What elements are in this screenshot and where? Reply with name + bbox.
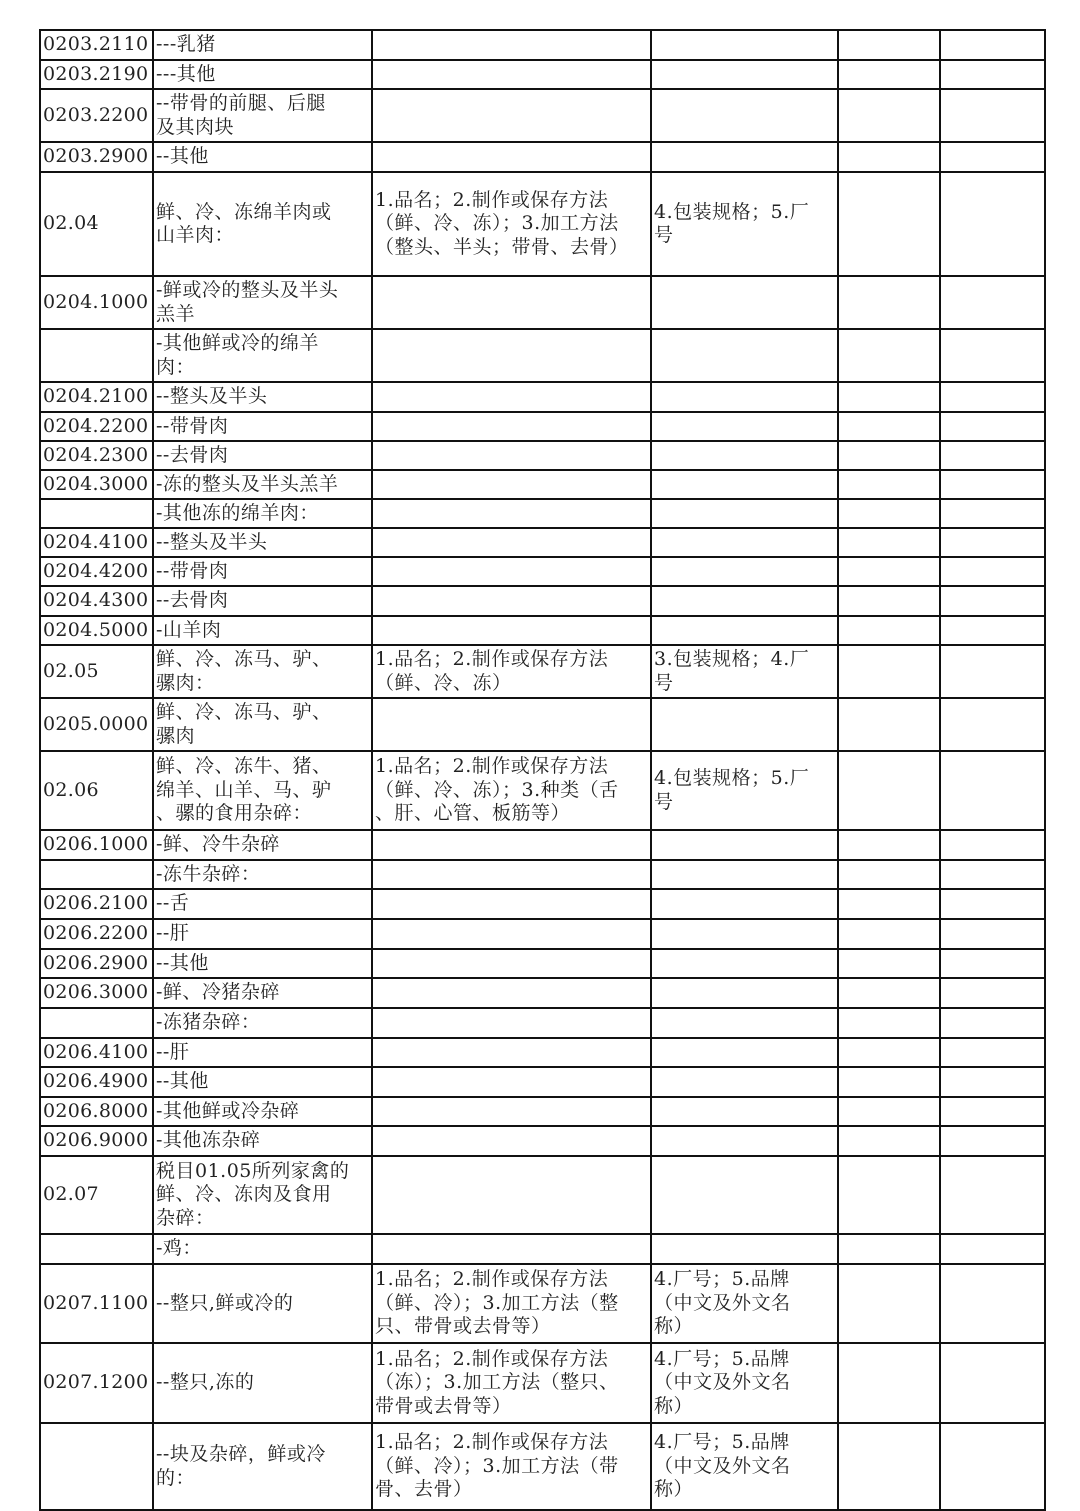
blank-cell (838, 860, 940, 889)
blank-cell (940, 1234, 1045, 1264)
description-cell: --块及杂碎，鲜或冷 的： (153, 1423, 372, 1510)
description-cell: ---乳猪 (153, 30, 372, 60)
declaration-elements-cell: 1.品名；2.制作或保存方法 （鲜、冷、冻）；3.加工方法 （整头、半头；带骨、去骨） (372, 172, 651, 276)
additional-elements-cell (651, 586, 838, 616)
hs-code-cell: 0203.2200 (40, 89, 153, 142)
additional-elements-cell (651, 412, 838, 441)
hs-code-cell (40, 499, 153, 528)
blank-cell (838, 1343, 940, 1423)
blank-cell (838, 528, 940, 557)
description-cell: -其他冻杂碎 (153, 1126, 372, 1156)
additional-elements-cell (651, 860, 838, 889)
hs-code-cell (40, 329, 153, 382)
declaration-elements-cell (372, 412, 651, 441)
declaration-elements-cell: 1.品名；2.制作或保存方法 （鲜、冷、冻） (372, 645, 651, 698)
additional-elements-cell: 4.厂号；5.品牌 （中文及外文名 称） (651, 1423, 838, 1510)
additional-elements-cell (651, 1156, 838, 1234)
declaration-elements-cell (372, 441, 651, 470)
blank-cell (940, 860, 1045, 889)
blank-cell (940, 470, 1045, 499)
blank-cell (940, 142, 1045, 172)
additional-elements-cell: 4.厂号；5.品牌 （中文及外文名 称） (651, 1343, 838, 1423)
blank-cell (838, 30, 940, 60)
additional-elements-cell: 4.包装规格；5.厂 号 (651, 751, 838, 830)
blank-cell (940, 382, 1045, 412)
additional-elements-cell (651, 1067, 838, 1097)
declaration-elements-cell (372, 557, 651, 586)
table-row (40, 1264, 1045, 1343)
description-cell: -鸡： (153, 1234, 372, 1264)
blank-cell (838, 830, 940, 860)
blank-cell (838, 1067, 940, 1097)
additional-elements-cell (651, 441, 838, 470)
hs-code-cell: 0205.0000 (40, 698, 153, 751)
additional-elements-cell (651, 1038, 838, 1067)
description-cell: 税目01.05所列家禽的 鲜、冷、冻肉及食用 杂碎： (153, 1156, 372, 1234)
declaration-elements-cell (372, 329, 651, 382)
blank-cell (838, 412, 940, 441)
declaration-elements-cell (372, 1067, 651, 1097)
additional-elements-cell: 3.包装规格；4.厂 号 (651, 645, 838, 698)
table-row (40, 586, 1045, 616)
table-row (40, 1067, 1045, 1097)
hs-code-cell: 02.07 (40, 1156, 153, 1234)
blank-cell (940, 276, 1045, 329)
blank-cell (940, 499, 1045, 528)
table-row (40, 329, 1045, 382)
table-row (40, 382, 1045, 412)
additional-elements-cell (651, 528, 838, 557)
blank-cell (838, 949, 940, 978)
table-row (40, 1008, 1045, 1038)
description-cell: --带骨肉 (153, 412, 372, 441)
additional-elements-cell (651, 30, 838, 60)
declaration-elements-cell (372, 30, 651, 60)
additional-elements-cell: 4.包装规格；5.厂 号 (651, 172, 838, 276)
additional-elements-cell (651, 557, 838, 586)
hs-code-cell: 0206.2900 (40, 949, 153, 978)
description-cell: 鲜、冷、冻马、驴、 骡肉 (153, 698, 372, 751)
table-row (40, 557, 1045, 586)
hs-code-cell (40, 1008, 153, 1038)
hs-code-cell: 0204.4200 (40, 557, 153, 586)
blank-cell (940, 1156, 1045, 1234)
description-cell: --去骨肉 (153, 441, 372, 470)
description-cell: 鲜、冷、冻绵羊肉或 山羊肉： (153, 172, 372, 276)
additional-elements-cell (651, 276, 838, 329)
blank-cell (838, 645, 940, 698)
blank-cell (838, 382, 940, 412)
table-row (40, 528, 1045, 557)
description-cell: --其他 (153, 142, 372, 172)
blank-cell (940, 1067, 1045, 1097)
declaration-elements-cell: 1.品名；2.制作或保存方法 （鲜、冷）；3.加工方法（带 骨、去骨） (372, 1423, 651, 1510)
blank-cell (940, 1423, 1045, 1510)
table-row (40, 470, 1045, 499)
blank-cell (940, 1008, 1045, 1038)
table-row (40, 499, 1045, 528)
hs-code-cell (40, 860, 153, 889)
table-row (40, 616, 1045, 645)
declaration-elements-cell (372, 978, 651, 1008)
blank-cell (838, 1423, 940, 1510)
blank-cell (940, 616, 1045, 645)
declaration-elements-cell (372, 142, 651, 172)
blank-cell (838, 586, 940, 616)
blank-cell (940, 1343, 1045, 1423)
blank-cell (940, 441, 1045, 470)
table-row (40, 1234, 1045, 1264)
additional-elements-cell (651, 382, 838, 412)
table-row (40, 830, 1045, 860)
hs-code-cell: 02.04 (40, 172, 153, 276)
blank-cell (838, 1008, 940, 1038)
declaration-elements-cell (372, 499, 651, 528)
blank-cell (838, 889, 940, 919)
blank-cell (838, 470, 940, 499)
declaration-elements-cell (372, 616, 651, 645)
hs-code-cell: 0204.3000 (40, 470, 153, 499)
declaration-elements-cell (372, 1126, 651, 1156)
blank-cell (940, 329, 1045, 382)
description-cell: -其他鲜或冷的绵羊 肉： (153, 329, 372, 382)
declaration-elements-cell (372, 1156, 651, 1234)
hs-code-cell: 02.06 (40, 751, 153, 830)
table-row (40, 276, 1045, 329)
additional-elements-cell (651, 698, 838, 751)
table-row (40, 949, 1045, 978)
hs-code-cell: 0204.5000 (40, 616, 153, 645)
blank-cell (940, 889, 1045, 919)
blank-cell (940, 1126, 1045, 1156)
hs-code-cell: 0206.4100 (40, 1038, 153, 1067)
table-row (40, 1343, 1045, 1423)
description-cell: --整头及半头 (153, 382, 372, 412)
description-cell: ---其他 (153, 60, 372, 89)
blank-cell (838, 698, 940, 751)
additional-elements-cell (651, 142, 838, 172)
table-row (40, 860, 1045, 889)
blank-cell (940, 919, 1045, 949)
declaration-elements-cell: 1.品名；2.制作或保存方法 （冻）；3.加工方法（整只、 带骨或去骨等） (372, 1343, 651, 1423)
table-row (40, 889, 1045, 919)
additional-elements-cell (651, 978, 838, 1008)
table-row (40, 60, 1045, 89)
additional-elements-cell (651, 1008, 838, 1038)
hs-code-cell: 02.05 (40, 645, 153, 698)
table-row (40, 1126, 1045, 1156)
declaration-elements-cell (372, 698, 651, 751)
description-cell: -其他冻的绵羊肉： (153, 499, 372, 528)
hs-code-cell (40, 1423, 153, 1510)
blank-cell (940, 30, 1045, 60)
description-cell: --带骨肉 (153, 557, 372, 586)
blank-cell (838, 1097, 940, 1126)
declaration-elements-cell (372, 1234, 651, 1264)
blank-cell (940, 1264, 1045, 1343)
hs-code-cell: 0206.4900 (40, 1067, 153, 1097)
description-cell: -山羊肉 (153, 616, 372, 645)
description-cell: --整头及半头 (153, 528, 372, 557)
table-row (40, 142, 1045, 172)
description-cell: --其他 (153, 1067, 372, 1097)
blank-cell (838, 276, 940, 329)
blank-cell (838, 172, 940, 276)
declaration-elements-cell (372, 89, 651, 142)
blank-cell (940, 698, 1045, 751)
blank-cell (940, 1038, 1045, 1067)
declaration-elements-cell (372, 949, 651, 978)
blank-cell (838, 1156, 940, 1234)
blank-cell (940, 978, 1045, 1008)
declaration-elements-cell (372, 1008, 651, 1038)
table-row (40, 645, 1045, 698)
description-cell: --舌 (153, 889, 372, 919)
additional-elements-cell: 4.厂号；5.品牌 （中文及外文名 称） (651, 1264, 838, 1343)
table-row (40, 89, 1045, 142)
description-cell: --整只,鲜或冷的 (153, 1264, 372, 1343)
blank-cell (838, 499, 940, 528)
blank-cell (940, 528, 1045, 557)
description-cell: -鲜、冷猪杂碎 (153, 978, 372, 1008)
description-cell: -冻牛杂碎： (153, 860, 372, 889)
blank-cell (940, 751, 1045, 830)
hs-code-cell: 0204.2200 (40, 412, 153, 441)
description-cell: -其他鲜或冷杂碎 (153, 1097, 372, 1126)
blank-cell (838, 919, 940, 949)
customs-declaration-table (39, 29, 1046, 1511)
hs-code-cell: 0206.9000 (40, 1126, 153, 1156)
description-cell: 鲜、冷、冻牛、猪、 绵羊、山羊、马、驴 、骡的食用杂碎： (153, 751, 372, 830)
description-cell: --其他 (153, 949, 372, 978)
description-cell: --肝 (153, 919, 372, 949)
table-row (40, 919, 1045, 949)
table-row (40, 698, 1045, 751)
blank-cell (838, 1264, 940, 1343)
blank-cell (940, 412, 1045, 441)
declaration-elements-cell (372, 1038, 651, 1067)
additional-elements-cell (651, 499, 838, 528)
blank-cell (838, 1126, 940, 1156)
blank-cell (940, 586, 1045, 616)
description-cell: 鲜、冷、冻马、驴、 骡肉： (153, 645, 372, 698)
description-cell: -冻猪杂碎： (153, 1008, 372, 1038)
additional-elements-cell (651, 1126, 838, 1156)
blank-cell (838, 557, 940, 586)
additional-elements-cell (651, 889, 838, 919)
hs-code-cell: 0204.4300 (40, 586, 153, 616)
declaration-elements-cell (372, 830, 651, 860)
blank-cell (940, 89, 1045, 142)
additional-elements-cell (651, 89, 838, 142)
additional-elements-cell (651, 919, 838, 949)
table-row (40, 441, 1045, 470)
blank-cell (838, 60, 940, 89)
blank-cell (838, 89, 940, 142)
blank-cell (838, 142, 940, 172)
declaration-elements-cell (372, 276, 651, 329)
declaration-elements-cell (372, 586, 651, 616)
blank-cell (838, 751, 940, 830)
declaration-elements-cell (372, 382, 651, 412)
description-cell: -鲜或冷的整头及半头 羔羊 (153, 276, 372, 329)
blank-cell (940, 60, 1045, 89)
description-cell: --整只,冻的 (153, 1343, 372, 1423)
table-row (40, 30, 1045, 60)
description-cell: -冻的整头及半头羔羊 (153, 470, 372, 499)
blank-cell (940, 557, 1045, 586)
hs-code-cell: 0204.2300 (40, 441, 153, 470)
hs-code-cell: 0203.2190 (40, 60, 153, 89)
blank-cell (838, 1038, 940, 1067)
hs-code-cell: 0206.3000 (40, 978, 153, 1008)
blank-cell (940, 830, 1045, 860)
table-row (40, 172, 1045, 276)
hs-code-cell: 0207.1200 (40, 1343, 153, 1423)
blank-cell (940, 949, 1045, 978)
declaration-elements-cell (372, 60, 651, 89)
declaration-elements-cell: 1.品名；2.制作或保存方法 （鲜、冷、冻）；3.种类（舌 、肝、心管、板筋等） (372, 751, 651, 830)
hs-code-cell: 0206.2200 (40, 919, 153, 949)
declaration-elements-cell (372, 919, 651, 949)
additional-elements-cell (651, 470, 838, 499)
declaration-elements-cell (372, 470, 651, 499)
blank-cell (940, 645, 1045, 698)
declaration-elements-cell: 1.品名；2.制作或保存方法 （鲜、冷）；3.加工方法（整 只、带骨或去骨等） (372, 1264, 651, 1343)
blank-cell (838, 978, 940, 1008)
hs-code-cell (40, 1234, 153, 1264)
hs-code-cell: 0207.1100 (40, 1264, 153, 1343)
additional-elements-cell (651, 830, 838, 860)
blank-cell (838, 616, 940, 645)
blank-cell (940, 1097, 1045, 1126)
additional-elements-cell (651, 329, 838, 382)
hs-code-cell: 0206.8000 (40, 1097, 153, 1126)
additional-elements-cell (651, 1097, 838, 1126)
blank-cell (838, 1234, 940, 1264)
hs-code-cell: 0206.2100 (40, 889, 153, 919)
table-row (40, 1156, 1045, 1234)
blank-cell (940, 172, 1045, 276)
blank-cell (838, 329, 940, 382)
description-cell: --去骨肉 (153, 586, 372, 616)
blank-cell (838, 441, 940, 470)
table-row (40, 978, 1045, 1008)
description-cell: --带骨的前腿、后腿 及其肉块 (153, 89, 372, 142)
description-cell: --肝 (153, 1038, 372, 1067)
additional-elements-cell (651, 60, 838, 89)
table-row (40, 1038, 1045, 1067)
additional-elements-cell (651, 949, 838, 978)
hs-code-cell: 0204.1000 (40, 276, 153, 329)
table-row (40, 1097, 1045, 1126)
hs-code-cell: 0203.2110 (40, 30, 153, 60)
declaration-elements-cell (372, 889, 651, 919)
additional-elements-cell (651, 1234, 838, 1264)
table-row (40, 751, 1045, 830)
table-row (40, 412, 1045, 441)
table-row (40, 1423, 1045, 1510)
hs-code-cell: 0204.4100 (40, 528, 153, 557)
declaration-elements-cell (372, 1097, 651, 1126)
hs-code-cell: 0203.2900 (40, 142, 153, 172)
hs-code-cell: 0204.2100 (40, 382, 153, 412)
additional-elements-cell (651, 616, 838, 645)
description-cell: -鲜、冷牛杂碎 (153, 830, 372, 860)
declaration-elements-cell (372, 528, 651, 557)
hs-code-cell: 0206.1000 (40, 830, 153, 860)
declaration-elements-cell (372, 860, 651, 889)
